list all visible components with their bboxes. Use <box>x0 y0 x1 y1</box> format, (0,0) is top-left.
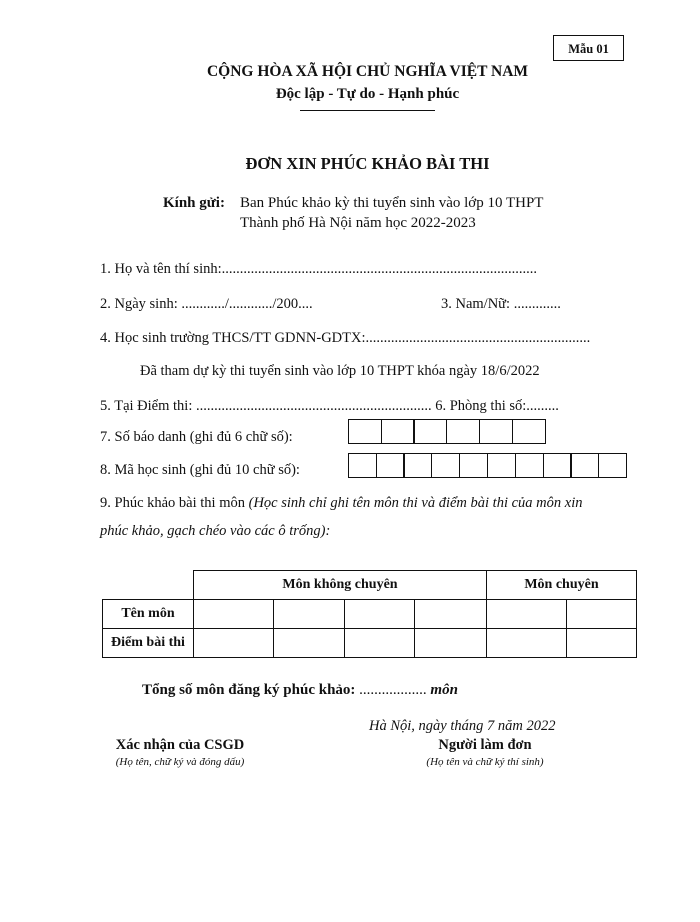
subject-cell <box>194 600 274 629</box>
sbd-box <box>479 419 513 444</box>
sbd-box <box>381 419 415 444</box>
signature-date: Hà Nội, ngày tháng 7 năm 2022 <box>369 718 556 734</box>
student-id-box <box>431 453 460 478</box>
student-id-box <box>598 453 627 478</box>
sbd-box <box>413 419 447 444</box>
motto: Độc lập - Tự do - Hạnh phúc <box>275 86 460 102</box>
field-gender: 3. Nam/Nữ: ............. <box>441 296 561 312</box>
header-specialized: Môn chuyên <box>487 571 637 600</box>
subject-cell <box>415 600 487 629</box>
row-label-subject: Tên môn <box>103 600 194 629</box>
page-title: ĐƠN XIN PHÚC KHẢO BÀI THI <box>245 154 490 173</box>
score-cell <box>487 629 567 658</box>
field-dob: 2. Ngày sinh: ............/............/200.... <box>100 296 313 312</box>
score-cell <box>415 629 487 658</box>
score-cell <box>274 629 345 658</box>
review-note-cont: phúc khảo, gạch chéo vào các ô trống): <box>100 523 331 539</box>
student-id-box <box>403 453 432 478</box>
student-id-box <box>515 453 544 478</box>
sbd-box <box>446 419 480 444</box>
score-cell <box>567 629 637 658</box>
total-label: Tổng số môn đăng ký phúc khảo: <box>142 682 356 698</box>
right-signature-note: (Họ tên và chữ ký thí sinh) <box>426 756 544 768</box>
sbd-box <box>512 419 546 444</box>
subject-cell <box>487 600 567 629</box>
sbd-box <box>348 419 382 444</box>
score-cell <box>194 629 274 658</box>
attended-text: Đã tham dự kỳ thi tuyển sinh vào lớp 10 THPT khóa ngày 18/6/2022 <box>140 363 540 379</box>
subject-cell <box>345 600 415 629</box>
left-signature-note: (Họ tên, chữ ký và đóng dấu) <box>115 756 245 768</box>
field-exam-site: 5. Tại Điểm thi: ................................................................. 6. Phòng thi số:......... <box>100 398 559 414</box>
recipient-line-2: Thành phố Hà Nội năm học 2022-2023 <box>240 215 476 231</box>
row-label-score: Điểm bài thi <box>103 629 194 658</box>
sbd-boxes <box>349 419 546 444</box>
field-school: 4. Học sinh trường THCS/TT GDNN-GDTX:.............................................................. <box>100 330 591 346</box>
student-id-box <box>376 453 405 478</box>
form-code-box: Mẫu 01 <box>553 35 624 61</box>
student-id-box <box>543 453 572 478</box>
header-non-specialized: Môn không chuyên <box>194 571 487 600</box>
subject-cell <box>567 600 637 629</box>
right-signature-title: Người làm đơn <box>438 737 532 753</box>
review-note: (Học sinh chỉ ghi tên môn thi và điểm bài thi của môn xin <box>248 495 583 511</box>
student-id-box <box>348 453 377 478</box>
recipient-label: Kính gửi: <box>163 195 225 211</box>
recipient-line-1: Ban Phúc khảo kỳ thi tuyển sinh vào lớp 10 THPT <box>240 195 544 211</box>
field-student-id-label: 8. Mã học sinh (ghi đủ 10 chữ số): <box>100 462 300 478</box>
student-id-box <box>487 453 516 478</box>
student-id-boxes <box>349 453 627 478</box>
nation-header: CỘNG HÒA XÃ HỘI CHỦ NGHĨA VIỆT NAM <box>206 63 529 80</box>
motto-underline <box>300 110 435 111</box>
total-unit: môn <box>430 682 458 698</box>
review-table <box>102 570 637 658</box>
field-sbd-label: 7. Số báo danh (ghi đủ 6 chữ số): <box>100 429 293 445</box>
table-corner <box>103 571 194 600</box>
field-review <box>100 495 582 512</box>
student-id-box <box>459 453 488 478</box>
subject-cell <box>274 600 345 629</box>
left-signature-title: Xác nhận của CSGD <box>115 737 245 753</box>
review-prefix: 9. Phúc khảo bài thi môn <box>100 495 245 511</box>
total-line <box>142 682 458 699</box>
score-cell <box>345 629 415 658</box>
field-name: 1. Họ và tên thí sinh:....................................................................................... <box>100 261 538 277</box>
total-dots: .................. <box>359 682 427 698</box>
student-id-box <box>570 453 599 478</box>
